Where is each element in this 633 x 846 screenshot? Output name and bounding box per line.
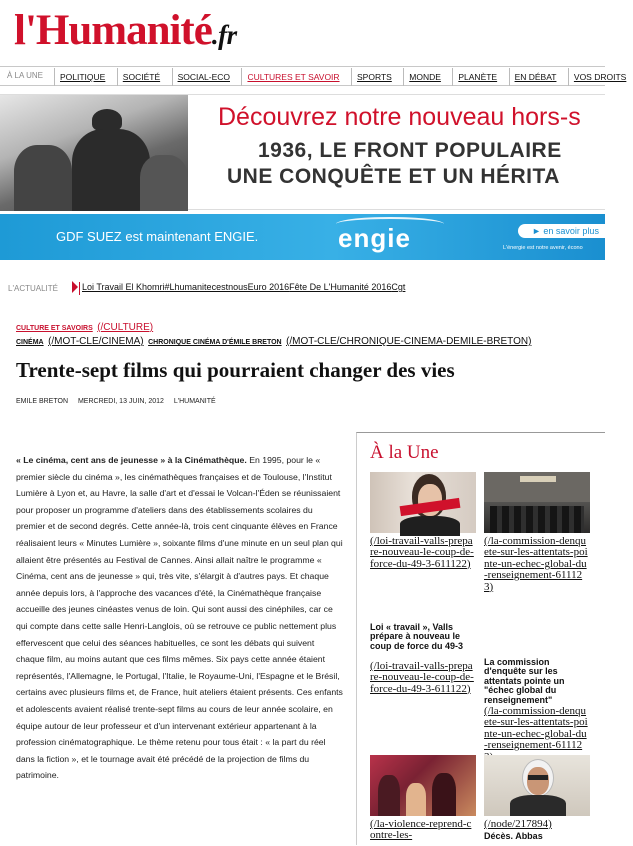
article-text: En 1995, pour le « premier siècle du cinéma », les cinémathèques françaises et de Toulouse, l'Institut Lumière à Lyon et, au Havre, la salle d'art et d'essai le Volcan-l'Éden se réunissaient pour proposer un programme d'ateliers dans des établissements scolaires du premier et de second degrés. Cette année-là, trois cent cinquante élèves en France réalisaient leurs « Minutes Lumière », soixante films d'une minute en un seul plan qui allaient être présentés au Festival de Cannes. Ainsi allait naître le programme « Cinéma, cent ans de jeunesse » qui, très vite, s'élargit à d'autres pays. Et chaque année depuis lors, à l'approche des vacances d'été, la Cinémathèque française accueille des jeunes cinéastes venus de loin. Qui sont aussi des cinéphiles, car ce qui compte dans cette salle Henri-Langlois, où se retrouve ce public nettement plus effervescent que celui des séances habituelles, ce sont les débats qui suivent chaque film, au moins autant que ces films mêmes. Six pays cette année étaient représentés, l'Allemagne, le Portugal, l'Italie, le Royaume-Uni, l'Espagne et le Brésil, certains avec plusieurs films et, de France, huit ateliers étaient présents. Ces enfants et adolescents avaient réalisé trente-sept films au cours de leur année scolaire, en équipe autour de leur professeur et d'un intervenant extérieur appartenant à la profession cinématographique. Le thème retenu pour tous était : « la part du réel dans la fiction », et le tournage avait été précédé de la projection de films du patrimoine. xyxy=(16,455,343,781)
photo-figure xyxy=(92,109,122,131)
photo-figure xyxy=(14,145,72,211)
article-source: L'HUMANITÉ xyxy=(173,398,216,405)
article-body xyxy=(16,452,344,784)
main-nav xyxy=(0,66,627,86)
article-date: MERCREDI, 13 JUIN, 2012 xyxy=(77,398,164,405)
tag-cinema-url[interactable]: (/MOT-CLE/CINEMA) xyxy=(48,336,144,347)
card-url[interactable]: (/la-commission-denquete-sur-les-attentats-pointe-un-echec-global-du-renseignement-611123) xyxy=(484,535,588,593)
nav-item-sports[interactable]: SPORTS xyxy=(351,68,397,86)
portrait-body xyxy=(400,516,460,536)
article-paragraph xyxy=(16,452,344,784)
engie-learn-more-button[interactable]: ► en savoir plus xyxy=(518,224,628,238)
banner-subtitle-2: UNE CONQUÊTE ET UN HÉRITA xyxy=(227,165,560,188)
sidebar-card[interactable] xyxy=(370,755,476,846)
sidebar-card[interactable] xyxy=(484,472,590,752)
portrait-body xyxy=(510,795,566,816)
card-url[interactable]: (/node/217894) xyxy=(484,818,552,830)
card-url[interactable]: (/la-violence-reprend-contre-les- xyxy=(370,818,472,842)
sidebar-card[interactable] xyxy=(484,755,590,846)
actualite-link[interactable]: #LhumanitecestnousEuro 2016 xyxy=(164,282,290,292)
nav-item-monde[interactable]: MONDE xyxy=(403,68,446,86)
tag-chronique-url[interactable]: (/MOT-CLE/CHRONIQUE-CINEMA-DEMILE-BRETON) xyxy=(286,336,532,347)
banner-headline: Découvrez notre nouveau hors-s xyxy=(218,103,581,131)
nav-item-social-eco[interactable]: SOCIAL-ECO xyxy=(172,68,235,86)
article-byline xyxy=(16,398,224,405)
nav-item-politique[interactable]: POLITIQUE xyxy=(54,68,110,86)
portrait-glasses xyxy=(528,775,548,780)
nav-items xyxy=(54,67,633,85)
engie-tagline: L'énergie est notre avenir, écono xyxy=(503,245,583,251)
card-image[interactable] xyxy=(484,472,590,533)
actualite-link[interactable]: Loi Travail El Khomri xyxy=(82,282,165,292)
article-title: Trente-sept films qui pourraient changer des vies xyxy=(16,358,455,382)
tag-cinema-link[interactable]: CINÉMA xyxy=(16,339,44,346)
card-image[interactable] xyxy=(484,755,590,816)
photo-figure xyxy=(72,129,150,211)
category-link[interactable]: CULTURE ET SAVOIRS xyxy=(16,325,93,332)
article-author[interactable]: EMILE BRETON xyxy=(16,398,68,405)
crowd-figure xyxy=(378,775,400,816)
hors-serie-banner[interactable] xyxy=(0,94,605,210)
card-headline[interactable]: Loi « travail », Valls prépare à nouveau le coup de force du 49-3 xyxy=(370,622,464,651)
nav-home-link[interactable]: À LA UNE xyxy=(7,71,44,80)
photo-figure xyxy=(140,155,188,211)
nav-item-cultures-et-savoir[interactable]: CULTURES ET SAVOIR xyxy=(241,68,344,86)
actualite-label: L'ACTUALITÉ xyxy=(8,284,58,293)
card-image[interactable] xyxy=(370,472,476,533)
actualite-arrow-icon xyxy=(72,281,78,293)
actualite-links xyxy=(79,282,405,295)
site-logo[interactable] xyxy=(14,6,237,56)
portrait-face xyxy=(527,767,549,795)
card-url-alt[interactable]: (/la-commission-denquete-sur-les-attentats-pointe-un-echec-global-du-renseignement-61112 xyxy=(484,705,588,752)
a-la-une-sidebar xyxy=(356,432,605,845)
card-image[interactable] xyxy=(370,755,476,816)
actualite-bar xyxy=(0,280,605,296)
card-headline[interactable]: La commission d'enquête sur les attentats pointe un "échec global du renseignement" xyxy=(484,657,565,705)
card-url-alt[interactable]: (/loi-travail-valls-prepare-nouveau-le-coup-de-force-du-49-3-611122) xyxy=(370,660,474,695)
engie-logo: engie xyxy=(338,223,411,253)
logo-tld-text: .fr xyxy=(211,20,237,50)
card-url[interactable]: (/loi-travail-valls-prepare-nouveau-le-coup-de-force-du-49-3-611122) xyxy=(370,535,474,570)
engie-ad-text: GDF SUEZ est maintenant ENGIE. xyxy=(56,229,259,244)
article-lede: « Le cinéma, cent ans de jeunesse » à la Cinémathèque. xyxy=(16,455,247,465)
actualite-link[interactable]: Fête De L'Humanité 2016 xyxy=(289,282,392,292)
crowd-figure xyxy=(406,783,426,816)
sidebar-card[interactable] xyxy=(370,472,476,732)
banner-subtitle-1: 1936, LE FRONT POPULAIRE xyxy=(258,139,562,162)
engie-ad-banner[interactable] xyxy=(0,214,605,260)
card-headline[interactable]: Décès. Abbas xyxy=(484,831,543,841)
building-sign xyxy=(520,476,556,482)
actualite-link[interactable]: Cgt xyxy=(391,282,406,292)
nav-item-planete[interactable]: PLANÈTE xyxy=(452,68,502,86)
nav-item-societe[interactable]: SOCIÉTÉ xyxy=(117,68,165,86)
tag-breadcrumb xyxy=(16,331,531,349)
crowd xyxy=(490,506,584,533)
crowd-figure xyxy=(432,773,456,816)
tag-chronique-link[interactable]: CHRONIQUE CINÉMA D'ÉMILE BRETON xyxy=(148,339,282,346)
category-url[interactable]: (/CULTURE) xyxy=(97,322,154,333)
nav-item-en-debat[interactable]: EN DÉBAT xyxy=(509,68,562,86)
banner-photo xyxy=(0,95,188,211)
nav-item-vos-droits[interactable]: VOS DROITS xyxy=(568,68,631,86)
sidebar-title: À la Une xyxy=(370,442,439,463)
logo-main-text: l'Humanité xyxy=(14,7,212,54)
